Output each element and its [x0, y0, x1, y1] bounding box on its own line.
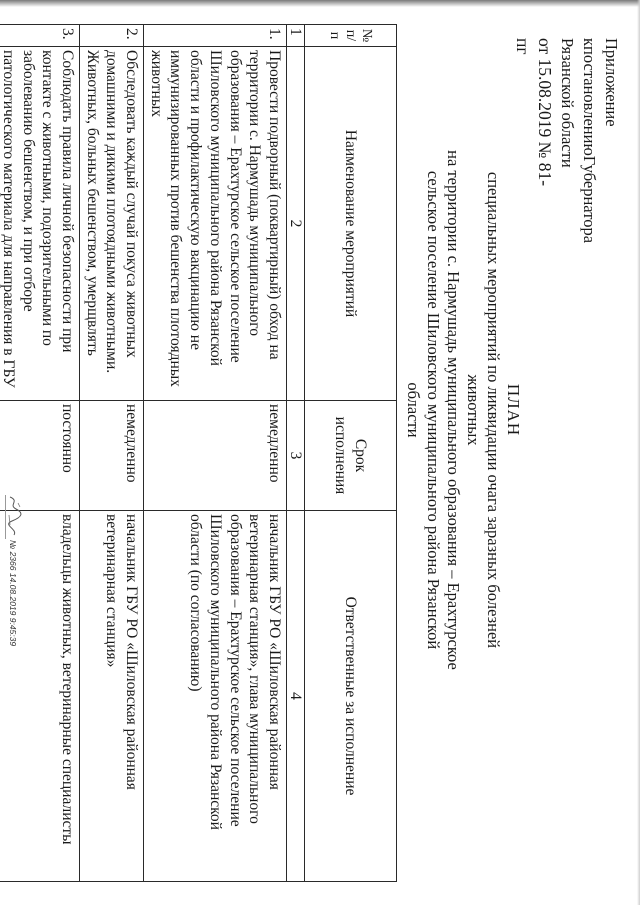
appendix-line-2 [578, 38, 600, 244]
table-header-row [305, 25, 397, 882]
row-number: 2. [79, 25, 143, 47]
row-responsible: владельцы животных, ветеринарные специалисты [0, 511, 79, 882]
plan-title-main: ПЛАН [504, 383, 523, 437]
plan-table [0, 24, 397, 882]
registration-number: № 2366 14.08.2019 9:45:39 [8, 540, 18, 647]
row-responsible: начальник ГБУ РО «Шиловская районная ветеринарная станция» [79, 511, 143, 882]
row-measure: Обследовать каждый случай покуса животных домашними и дикими плотоядными животными. Животных, больных бешенством, умерщвлять [79, 47, 143, 401]
row-term: постоянно [0, 401, 79, 511]
column-number-row [287, 25, 305, 882]
table-row [144, 25, 287, 882]
plan-title-line-1: специальных мероприятий по ликвидации очага заразных болезней животных [464, 171, 503, 649]
header-term: Срок исполнения [305, 401, 397, 511]
plan-title-line-2: на территории с. Нармушадь муниципального образования – Ерахтурское [444, 150, 463, 670]
col-number: 2 [287, 47, 305, 401]
row-number: 3. [0, 25, 79, 47]
col-number: 3 [287, 401, 305, 511]
plan-title-line-3: сельское поселение Шиловского муниципального района Рязанской области [404, 170, 443, 650]
appendix-word-governor: Губернатора [580, 155, 599, 244]
col-number: 1 [287, 25, 305, 47]
row-term: немедленно [144, 401, 287, 511]
appendix-line-4: от 15.08.2019 № 81-пг [513, 38, 555, 187]
table-row [79, 25, 143, 882]
signature-scribble-icon [6, 495, 24, 539]
appendix-line-1: Приложение [602, 38, 621, 127]
header-resp: Ответственные за исполнение [305, 511, 397, 882]
appendix-word-k: к [580, 38, 599, 47]
appendix-word-decree: постановлению [580, 46, 599, 156]
appendix-block [512, 38, 622, 244]
signature-stamp [5, 495, 24, 539]
row-measure: Соблюдать правила личной безопасности при контакте с животными, подозрительными по заболеванию бешенством, и при отборе патологического материала для направления в ГБУ [0, 47, 79, 401]
row-responsible: начальник ГБУ РО «Шиловская районная ветеринарная станция», глава муниципального образования – Ерахтурское сельское поселение Шиловского муниципального района Рязанской области (по согласованию) [144, 511, 287, 882]
table-row [0, 25, 79, 882]
row-term: немедленно [79, 401, 143, 511]
appendix-line-3: Рязанской области [558, 38, 577, 168]
row-measure: Провести подворный (поквартирный) обход на территории с. Нармушадь муниципального образования – Ерахтурское сельское поселение Шиловского муниципального района Рязанской области и профилактическую вакцинацию не иммунизированных против бешенства плотоядных животных [144, 47, 287, 401]
header-no: № п/п [305, 25, 397, 47]
header-name: Наименование мероприятий [305, 47, 397, 401]
row-number: 1. [144, 25, 287, 47]
plan-title [403, 150, 523, 670]
col-number: 4 [287, 511, 305, 882]
